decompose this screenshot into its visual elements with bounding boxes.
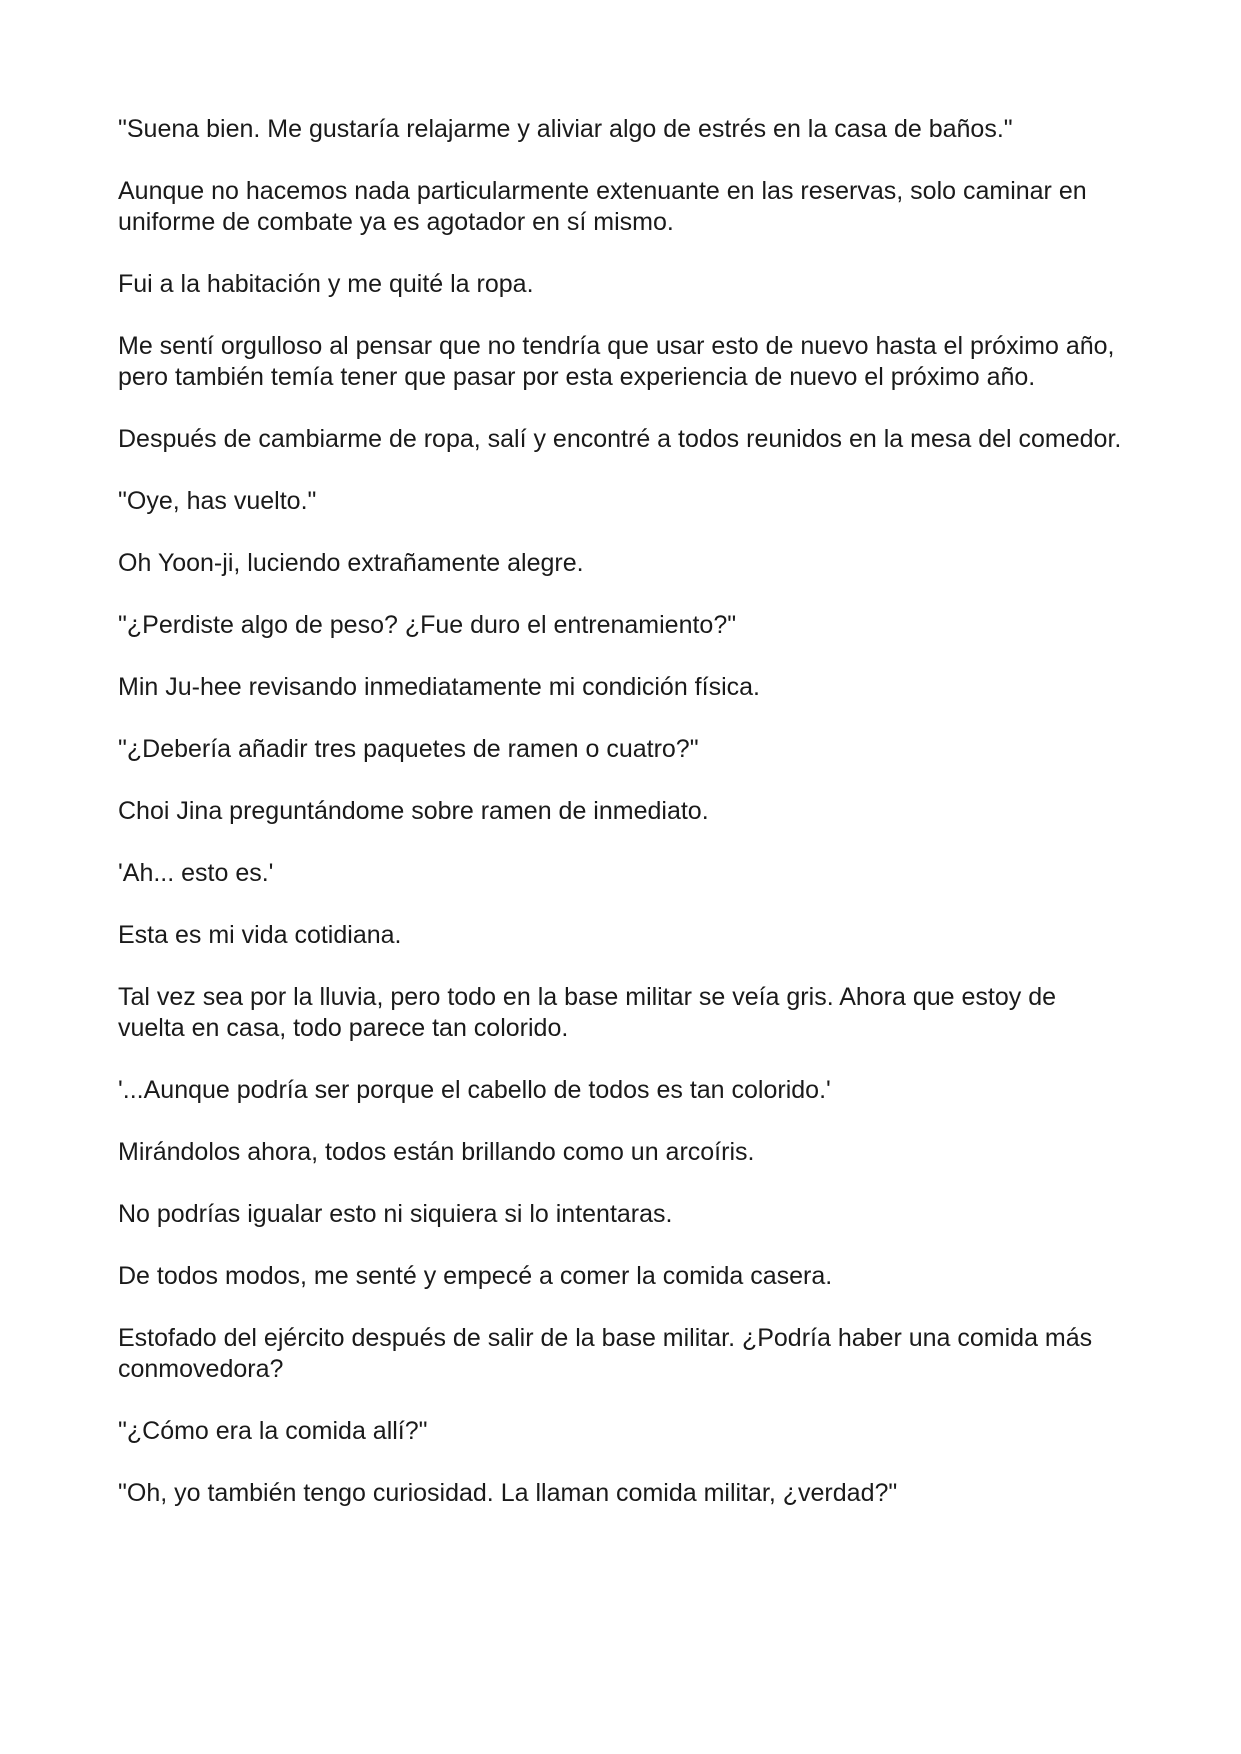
paragraph: Aunque no hacemos nada particularmente extenuante en las reservas, solo caminar en uniforme de combate ya es agotador en sí mismo. [118, 177, 1087, 236]
paragraph: No podrías igualar esto ni siquiera si lo intentaras. [118, 1200, 673, 1228]
paragraph: 'Ah... esto es.' [118, 859, 274, 887]
paragraph: Oh Yoon-ji, luciendo extrañamente alegre. [118, 549, 584, 577]
paragraph: Después de cambiarme de ropa, salí y encontré a todos reunidos en la mesa del comedor. [118, 425, 1122, 453]
paragraph: Choi Jina preguntándome sobre ramen de inmediato. [118, 797, 709, 825]
paragraph: "Oye, has vuelto." [118, 487, 317, 515]
paragraph: "¿Debería añadir tres paquetes de ramen o cuatro?" [118, 735, 699, 763]
paragraph: Me sentí orgulloso al pensar que no tendría que usar esto de nuevo hasta el próximo año, pero también temía tener que pasar por esta experiencia de nuevo el próximo año. [118, 332, 1115, 391]
paragraph: Fui a la habitación y me quité la ropa. [118, 270, 534, 298]
paragraph: Estofado del ejército después de salir de la base militar. ¿Podría haber una comida más conmovedora? [118, 1324, 1093, 1383]
paragraph: De todos modos, me senté y empecé a comer la comida casera. [118, 1262, 833, 1290]
paragraph: Esta es mi vida cotidiana. [118, 921, 402, 949]
paragraph: Mirándolos ahora, todos están brillando como un arcoíris. [118, 1138, 755, 1166]
paragraph: Min Ju-hee revisando inmediatamente mi condición física. [118, 673, 760, 701]
paragraph: Tal vez sea por la lluvia, pero todo en la base militar se veía gris. Ahora que estoy de vuelta en casa, todo parece tan colorido. [118, 983, 1057, 1042]
paragraph: "Oh, yo también tengo curiosidad. La llaman comida militar, ¿verdad?" [118, 1479, 898, 1507]
paragraph: "¿Perdiste algo de peso? ¿Fue duro el entrenamiento?" [118, 611, 737, 639]
paragraph: '...Aunque podría ser porque el cabello de todos es tan colorido.' [118, 1076, 831, 1104]
paragraph: "Suena bien. Me gustaría relajarme y aliviar algo de estrés en la casa de baños." [118, 115, 1013, 143]
paragraph: "¿Cómo era la comida allí?" [118, 1417, 428, 1445]
